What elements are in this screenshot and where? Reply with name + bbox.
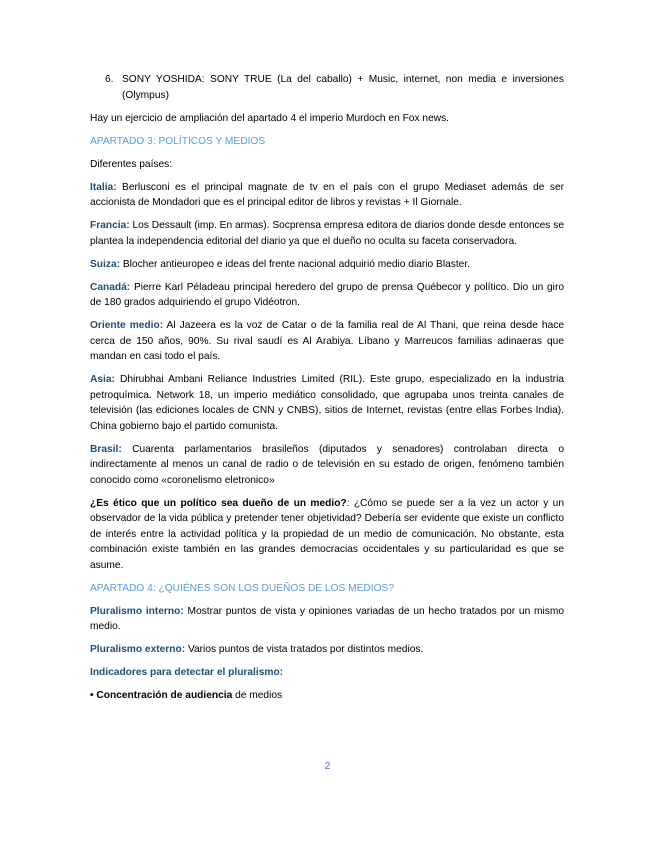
text-pluralismo-interno: Mostrar puntos de vista y opiniones variadas de un hecho tratados por un mismo medio. [90,605,564,632]
subheading-indicadores: Indicadores para detectar el pluralismo: [90,667,284,678]
list-item-text: SONY YOSHIDA: SONY TRUE (La del caballo) + Music, internet, non media e inversiones (Olympus) [122,74,564,101]
paragraph-etico [90,496,564,574]
list-number: 6. [105,74,114,85]
text-brasil: Cuarenta parlamentarios brasileños (diputados y senadores) controlaban directa o indirectamente al menos un canal de radio o de televisión en su estado de origen, fenómeno también conocido como «coronelismo eletronico» [90,443,564,486]
paragraph-canada [90,280,564,311]
document-page [90,72,564,711]
bullet-icon: • [90,690,94,701]
bullet-text: de medios [232,690,283,701]
label-brasil: Brasil: [90,443,122,455]
paragraph-oriente-medio [90,318,564,365]
text-francia: Los Dessault (imp. En armas). Socprensa empresa editora de diarios donde desde entonces se plantea la independencia editorial del diario ya que el dueño no oculta su faceta conservadora. [90,220,564,247]
paragraph-pluralismo-externo [90,642,564,658]
question-etico: ¿Es ético que un político sea dueño de un medio? [90,497,347,509]
paragraph-italia [90,180,564,211]
section-heading-apartado-3: APARTADO 3: POLÍTICOS Y MEDIOS [90,135,266,147]
text-etico: : ¿Cómo se puede ser a la vez un actor y un observador de la vida pública y pretender tener objetividad? Debería ser evidente que existe un conflicto de interés entre la actividad política y la propiedad de un medio de comunicación. No obstante, esta combinación existe también en las grandes democracias occidentales y su particularidad es que se asume. [90,497,564,571]
text-asia: Dhirubhai Ambani Reliance Industries Limited (RIL). Este grupo, especializado en la industria petroquímica. Network 18, un imperio mediático consolidado, que agrupaba unos treinta canales de televisión (las ediciones locales de CNN y CNBS), sitios de Internet, revistas (entre ellas Forbes India). China gobierno bajo el partido comunista. [90,374,564,432]
label-pluralismo-externo: Pluralismo externo: [90,644,186,655]
label-francia: Francia: [90,220,130,231]
text-suiza: Blocher antieuropeo e ideas del frente nacional adquirió medio diario Blaster. [120,258,471,270]
label-asia: Asia: [90,374,115,385]
paragraph-diferentes-paises: Diferentes países: [90,158,173,170]
text-canada: Pierre Karl Péladeau principal heredero del grupo de prensa Québecor y político. Dio un giro de 180 grados adquiriendo el grupo Vidéotron. [90,281,564,308]
text-pluralismo-externo: Varios puntos de vista tratados por distintos medios. [185,644,424,655]
bullet-item-concentracion [90,688,564,704]
label-suiza: Suiza: [90,258,121,270]
label-canada: Canadá: [90,281,131,293]
paragraph-brasil [90,442,564,489]
label-oriente-medio: Oriente medio: [90,320,164,331]
paragraph-pluralismo-interno [90,604,564,635]
paragraph-francia [90,218,564,249]
text-oriente-medio: Al Jazeera es la voz de Catar o de la familia real de Al Thani, que reina desde hace cerca de 150 años, 90%. Su rival saudí es Al Arabiya. Líbano y Marreucos familias adinaeras que mandan en casi todo el país. [90,320,564,362]
bullet-bold-text: Concentración de audiencia [93,690,233,701]
paragraph-asia [90,372,564,434]
text-italia: Berlusconi es el principal magnate de tv en el país con el grupo Mediaset además de ser accionista de Mondadori que es el principal editor de libros y revistas + Il Giornale. [90,181,564,208]
label-pluralismo-interno: Pluralismo interno: [90,605,184,617]
list-item [90,72,564,103]
paragraph-suiza [90,257,564,273]
label-italia: Italia: [90,181,117,193]
paragraph-ampliacion: Hay un ejercicio de ampliación del apartado 4 el imperio Murdoch en Fox news. [90,112,450,124]
section-heading-apartado-4: APARTADO 4: ¿QUIÉNES SON LOS DUEÑOS DE LOS MEDIOS? [90,582,394,594]
page-number: 2 [324,760,331,772]
